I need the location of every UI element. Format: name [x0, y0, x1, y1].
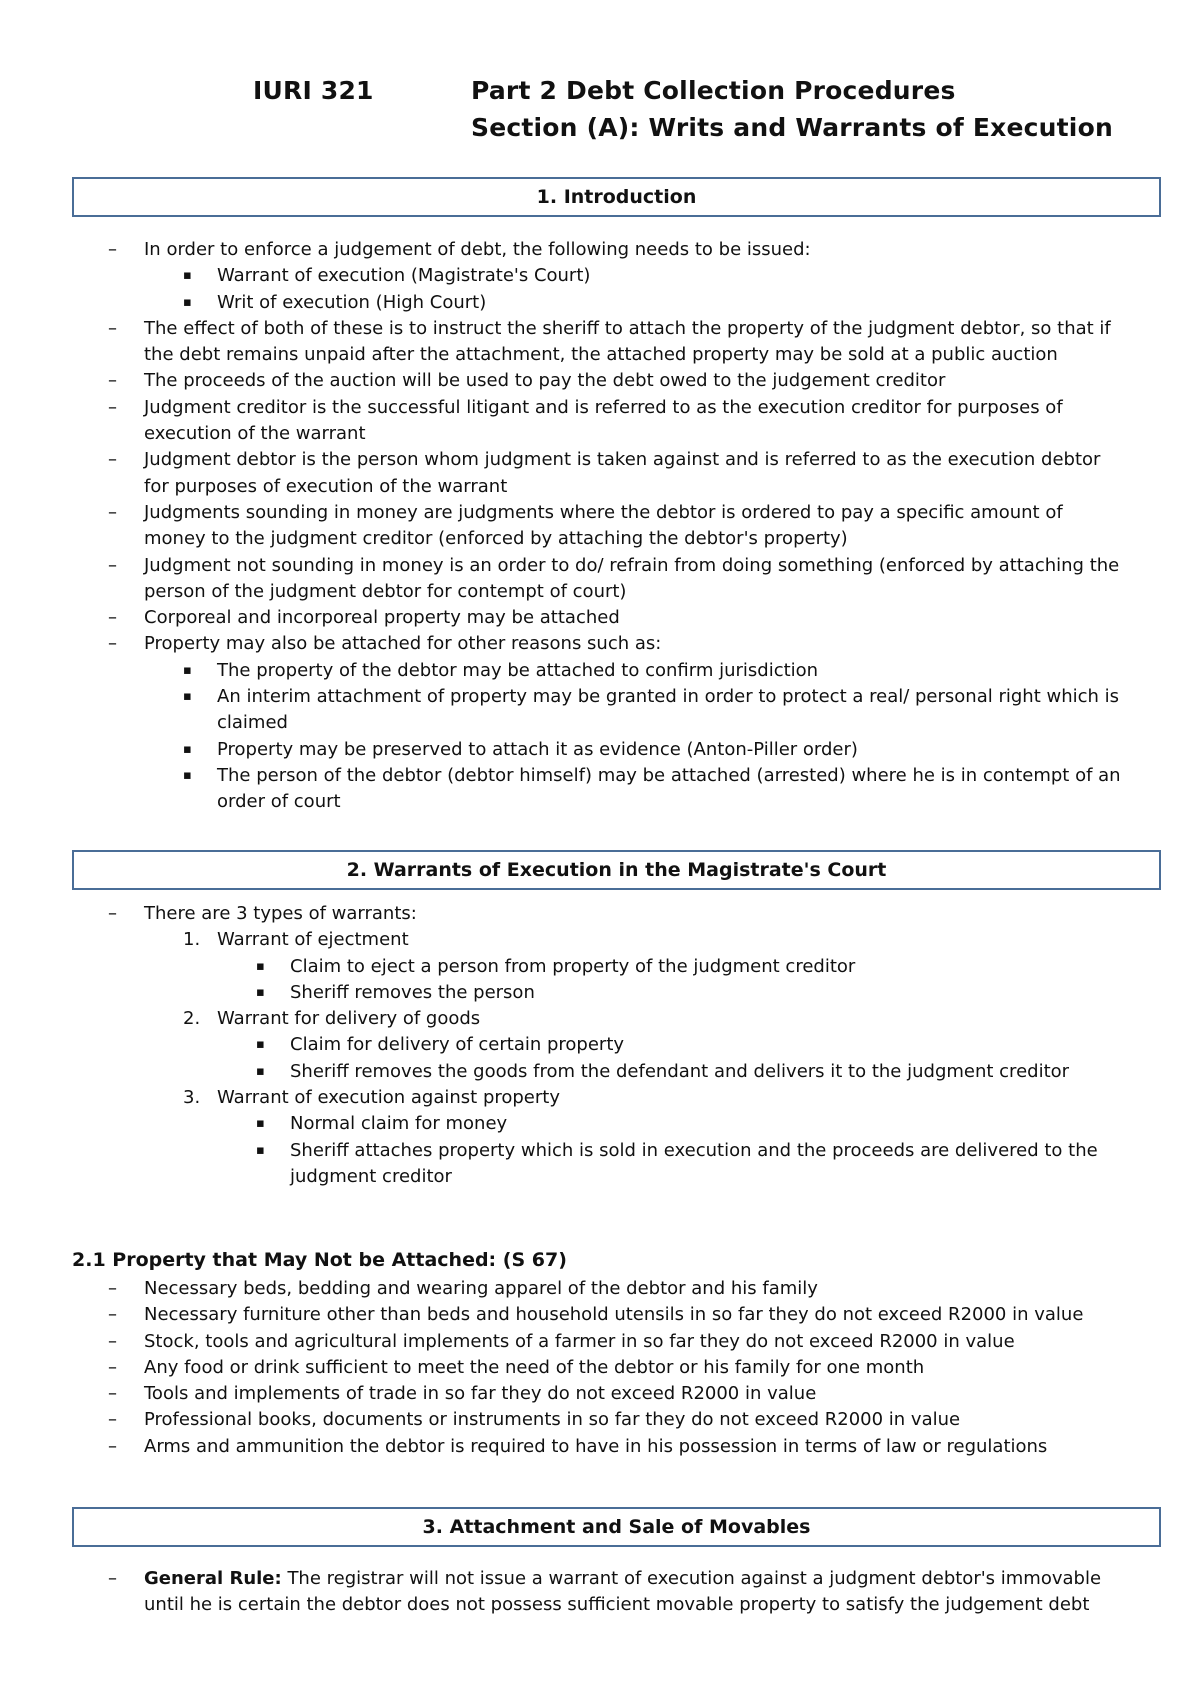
- list-item: – There are 3 types of warrants:: [0, 901, 1200, 927]
- list-item: – The proceeds of the auction will be used to pay the debt owed to the judgement creditor: [0, 368, 1200, 394]
- list-item: ▪ Claim to eject a person from property of the judgment creditor: [0, 954, 1200, 980]
- list-item: – Stock, tools and agricultural implements of a farmer in so far they do not exceed R2000 in value: [0, 1329, 1200, 1355]
- warrant-type-2: 2. Warrant for delivery of goods: [183, 1008, 481, 1030]
- part-title: Part 2 Debt Collection Procedures: [471, 76, 956, 105]
- warrants-list: [0, 901, 1200, 1190]
- section-heading-warrants: 2. Warrants of Execution in the Magistrate's Court: [72, 850, 1161, 890]
- list-item: – Corporeal and incorporeal property may be attached: [0, 605, 1200, 631]
- list-item: ▪ Warrant of execution (Magistrate's Court): [0, 263, 1200, 289]
- list-item: – Property may also be attached for other reasons such as:: [0, 631, 1200, 657]
- list-item: ▪ Sheriff removes the goods from the defendant and delivers it to the judgment creditor: [0, 1059, 1200, 1085]
- list-item: – The effect of both of these is to instruct the sheriff to attach the property of the judgment debtor, so that if the debt remains unpaid after the attachment, the attached property may be sold at a public auction: [0, 316, 1200, 369]
- list-item: – Judgments sounding in money are judgments where the debtor is ordered to pay a specific amount of money to the judgment creditor (enforced by attaching the debtor's property): [0, 500, 1200, 553]
- general-rule-text: The registrar will not issue a warrant of execution against a judgment debtor's immovable until he is certain the debtor does not possess sufficient movable property to satisfy the judgement debt: [144, 1568, 1102, 1616]
- list-item: ▪ An interim attachment of property may be granted in order to protect a real/ personal right which is claimed: [0, 684, 1200, 737]
- not-attached-list: [0, 1276, 1200, 1460]
- list-item: ▪ Sheriff attaches property which is sold in execution and the proceeds are delivered to the judgment creditor: [0, 1138, 1200, 1191]
- list-item: ▪ Claim for delivery of certain property: [0, 1032, 1200, 1058]
- list-item: – Judgment creditor is the successful litigant and is referred to as the execution creditor for purposes of execution of the warrant: [0, 395, 1200, 448]
- list-item: ▪ Property may be preserved to attach it as evidence (Anton-Piller order): [0, 737, 1200, 763]
- list-item: – Judgment debtor is the person whom judgment is taken against and is referred to as the execution debtor for purposes of execution of the warrant: [0, 447, 1200, 500]
- list-item: – Necessary beds, bedding and wearing apparel of the debtor and his family: [0, 1276, 1200, 1302]
- list-item: ▪ The person of the debtor (debtor himself) may be attached (arrested) where he is in contempt of an order of court: [0, 763, 1200, 816]
- list-item: ▪ Normal claim for money: [0, 1111, 1200, 1137]
- list-item: ▪ Sheriff removes the person: [0, 980, 1200, 1006]
- warrant-type-1: 1. Warrant of ejectment: [183, 929, 409, 951]
- introduction-list: [0, 237, 1200, 816]
- list-item: – Judgment not sounding in money is an order to do/ refrain from doing something (enforced by attaching the person of the judgment debtor for contempt of court): [0, 553, 1200, 606]
- list-item: – In order to enforce a judgement of debt, the following needs to be issued:: [0, 237, 1200, 263]
- section-heading-introduction: 1. Introduction: [72, 177, 1161, 217]
- movables-list: [0, 1566, 1200, 1619]
- list-item: – Tools and implements of trade in so far they do not exceed R2000 in value: [0, 1381, 1200, 1407]
- subsection-heading-not-attached: 2.1 Property that May Not be Attached: (S 67): [72, 1249, 567, 1271]
- list-item: – Necessary furniture other than beds and household utensils in so far they do not exceed R2000 in value: [0, 1302, 1200, 1328]
- list-item-general-rule: [0, 1566, 1200, 1619]
- section-title: Section (A): Writs and Warrants of Execution: [471, 113, 1113, 142]
- list-item: ▪ Writ of execution (High Court): [0, 290, 1200, 316]
- section-heading-movables: 3. Attachment and Sale of Movables: [72, 1507, 1161, 1547]
- document-title: [253, 72, 1113, 146]
- list-item: – Professional books, documents or instruments in so far they do not exceed R2000 in value: [0, 1407, 1200, 1433]
- list-item: ▪ The property of the debtor may be attached to confirm jurisdiction: [0, 658, 1200, 684]
- general-rule-label: General Rule:: [144, 1568, 282, 1589]
- list-item: – Arms and ammunition the debtor is required to have in his possession in terms of law or regulations: [0, 1434, 1200, 1460]
- course-code: IURI 321: [253, 76, 374, 105]
- warrant-type-3: 3. Warrant of execution against property: [183, 1087, 560, 1109]
- list-item: – Any food or drink sufficient to meet the need of the debtor or his family for one month: [0, 1355, 1200, 1381]
